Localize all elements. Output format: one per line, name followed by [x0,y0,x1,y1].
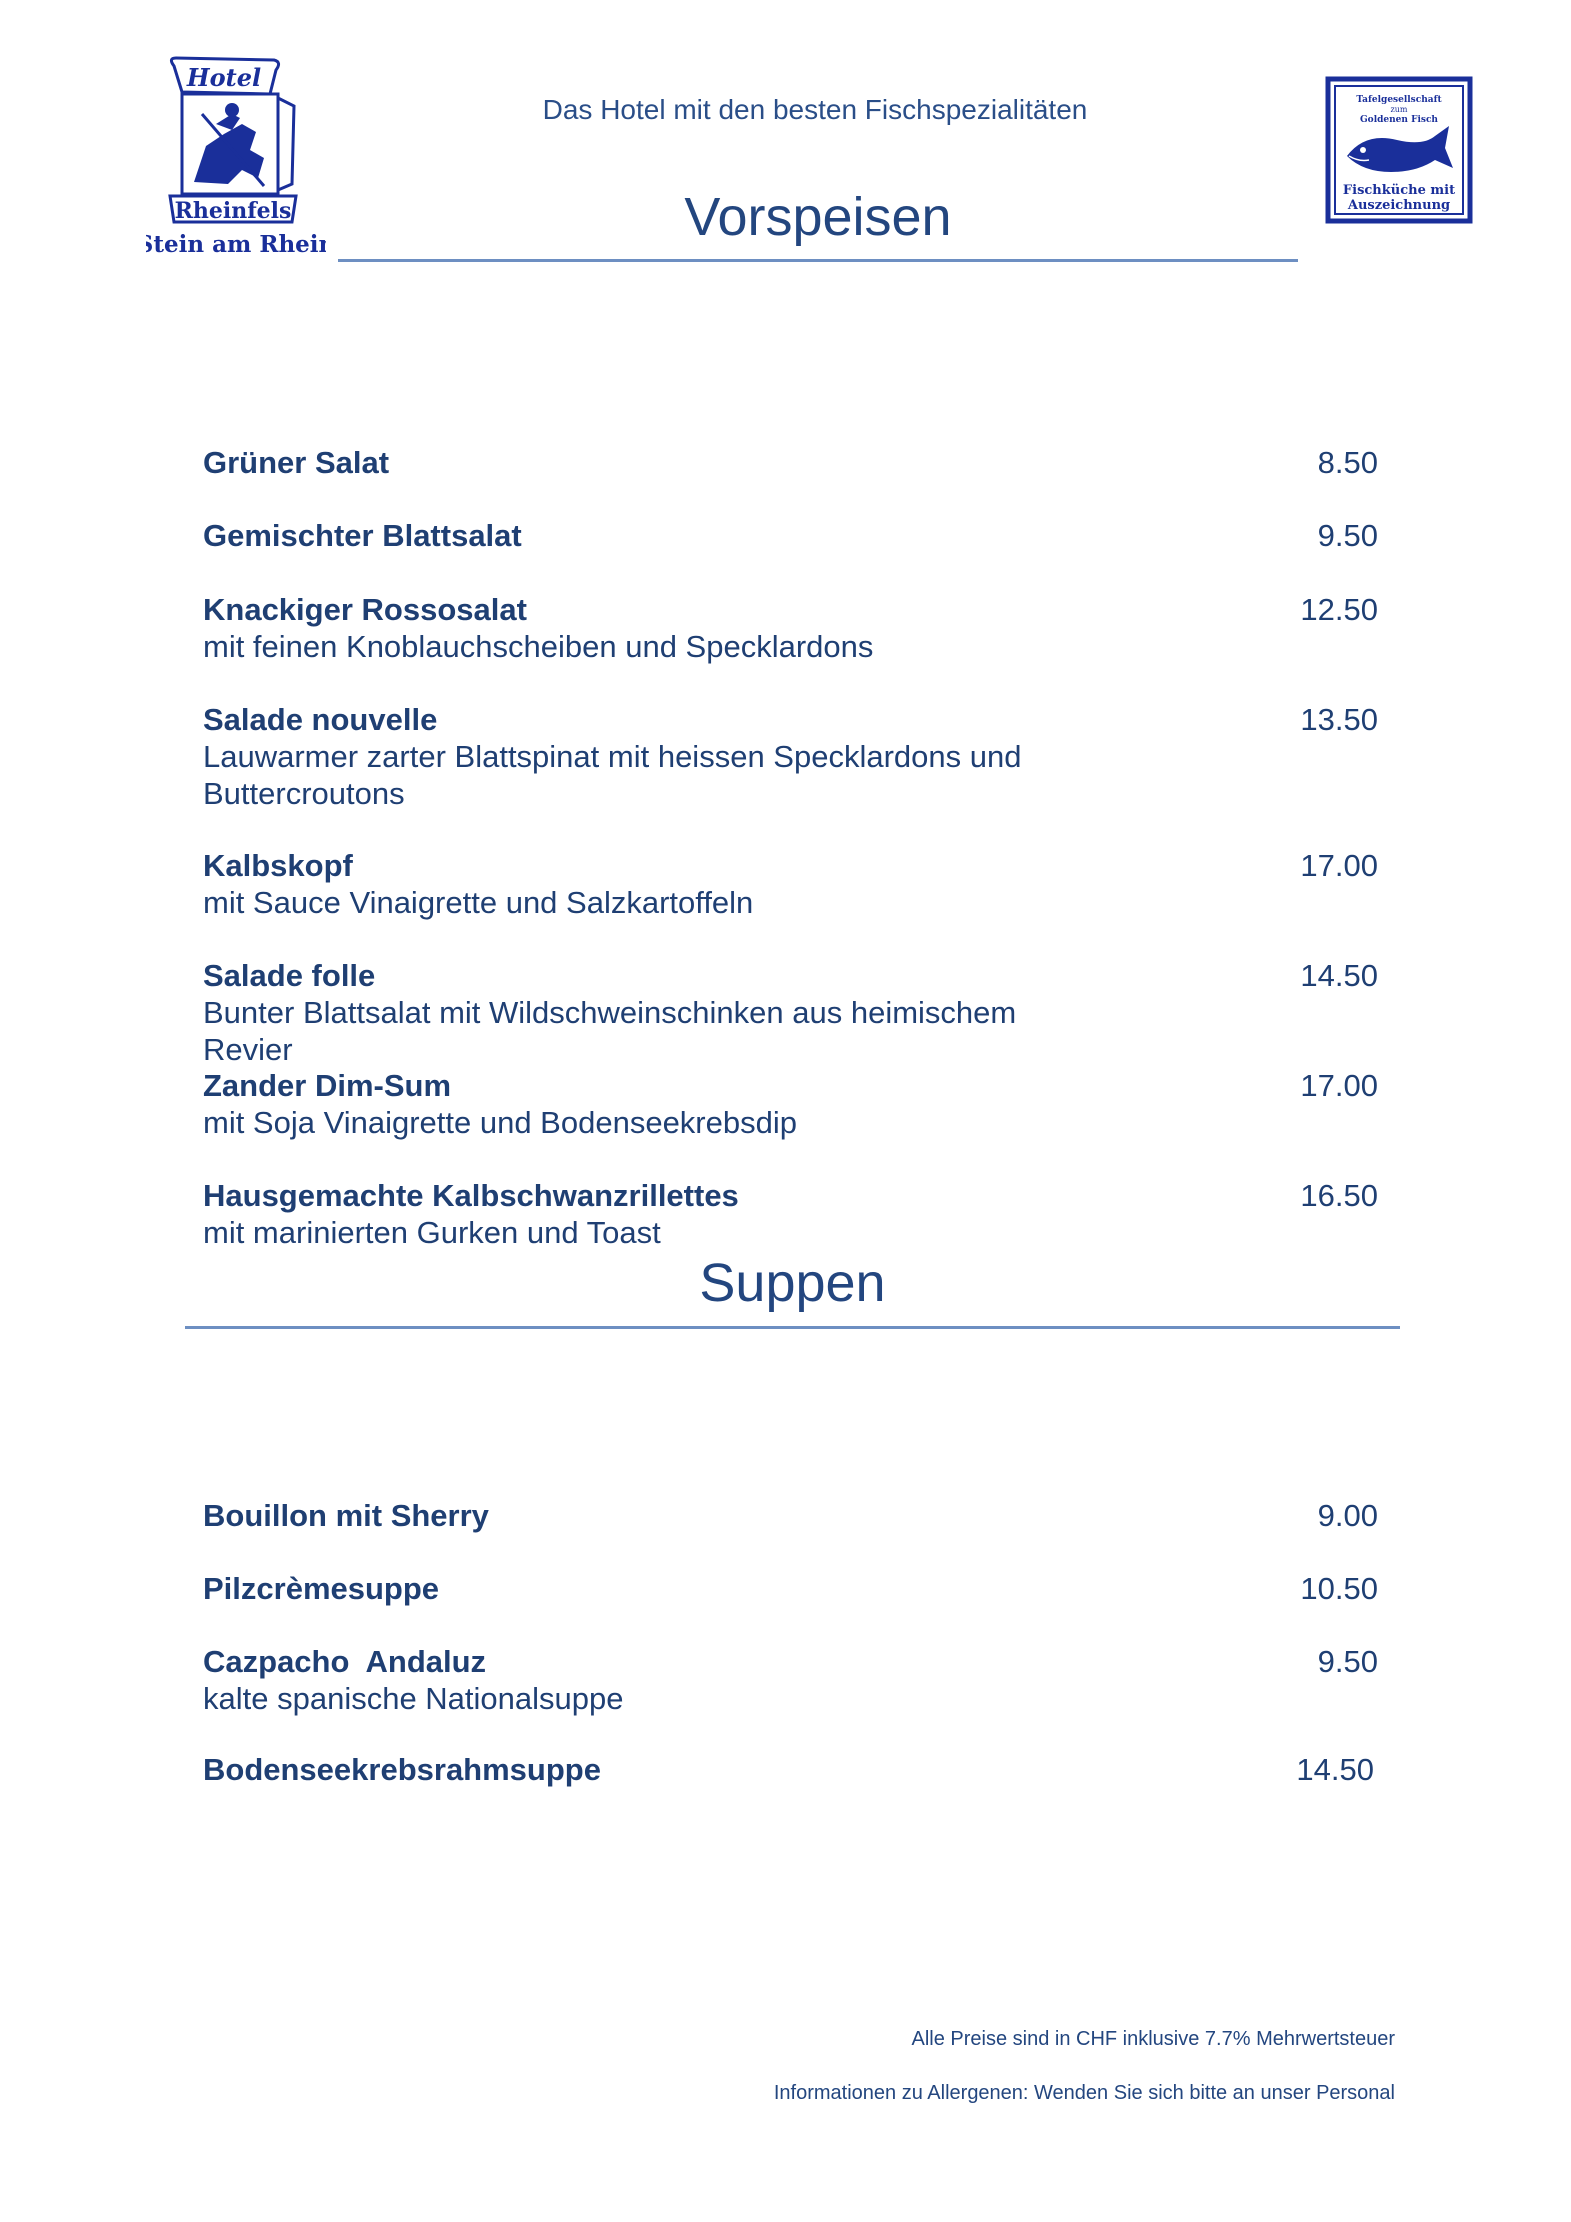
item-description: Lauwarmer zarter Blattspinat mit heissen Specklardons und Buttercroutons [203,739,1022,811]
item-description: mit Sauce Vinaigrette und Salzkartoffeln [203,885,754,920]
item-description: mit feinen Knoblauchscheiben und Specklardons [203,629,874,664]
item-price: 10.50 [1300,1571,1378,1606]
item-name: Cazpacho Andaluz [203,1644,487,1679]
item-name: Gemischter Blattsalat [203,518,522,553]
section-title-vorspeisen: Vorspeisen [684,187,952,247]
item-name: Salade folle [203,958,376,993]
hotel-rheinfels-logo [146,54,326,259]
item-price: 9.50 [1317,518,1378,553]
svg-text:Hotel: Hotel [186,63,262,92]
item-price: 17.00 [1300,1068,1378,1103]
item-name: Knackiger Rossosalat [203,592,527,627]
item-price: 13.50 [1300,702,1378,737]
svg-text:Auszeichnung: Auszeichnung [1347,198,1451,213]
svg-text:Tafelgesellschaft: Tafelgesellschaft [1356,95,1442,105]
item-name: Salade nouvelle [203,702,438,737]
svg-text:Fischküche mit: Fischküche mit [1342,183,1456,198]
menu-item [203,517,1378,554]
item-name: Kalbskopf [203,848,353,883]
item-price: 12.50 [1300,592,1378,627]
svg-text:Rheinfels: Rheinfels [174,198,292,224]
svg-text:Goldenen Fisch: Goldenen Fisch [1360,115,1438,125]
item-name: Bouillon mit Sherry [203,1498,489,1533]
item-price: 9.50 [1317,1644,1378,1679]
section-divider [338,259,1298,262]
menu-item [203,1067,1378,1141]
section-divider [185,1326,1400,1329]
svg-text:Stein am Rhein: Stein am Rhein [146,231,326,258]
item-name: Pilzcrèmesuppe [203,1571,440,1606]
item-description: Bunter Blattsalat mit Wildschweinschinken aus heimischem Revier [203,995,1017,1067]
item-price: 16.50 [1300,1178,1378,1213]
menu-item [203,1570,1378,1607]
item-price: 17.00 [1300,848,1378,883]
section-title-suppen: Suppen [699,1253,886,1313]
item-name: Grüner Salat [203,445,390,480]
menu-item [203,847,1378,921]
allergen-note: Informationen zu Allergenen: Wenden Sie sich bitte an unser Personal [773,2082,1395,2104]
item-name: Zander Dim-Sum [203,1068,452,1103]
menu-item [203,591,1378,665]
item-name: Bodenseekrebsrahmsuppe [203,1752,601,1787]
item-price: 14.50 [1300,958,1378,993]
item-price: 14.50 [1296,1752,1374,1787]
menu-item [203,1643,1378,1717]
menu-item [203,1751,1378,1788]
svg-text:zum: zum [1390,105,1408,114]
menu-item [203,444,1378,481]
item-description: mit marinierten Gurken und Toast [203,1215,661,1250]
item-description: kalte spanische Nationalsuppe [203,1681,624,1716]
menu-item [203,1497,1378,1534]
item-price: 8.50 [1317,445,1378,480]
hotel-tagline: Das Hotel mit den besten Fischspezialitäten [542,94,1088,125]
item-price: 9.00 [1317,1498,1378,1533]
menu-item [203,1177,1378,1251]
menu-item [203,701,1378,812]
item-name: Hausgemachte Kalbschwanzrillettes [203,1178,739,1213]
item-description: mit Soja Vinaigrette und Bodenseekrebsdip [203,1105,797,1140]
menu-item [203,957,1378,1068]
prices-note: Alle Preise sind in CHF inklusive 7.7% Mehrwertsteuer [911,2028,1395,2050]
